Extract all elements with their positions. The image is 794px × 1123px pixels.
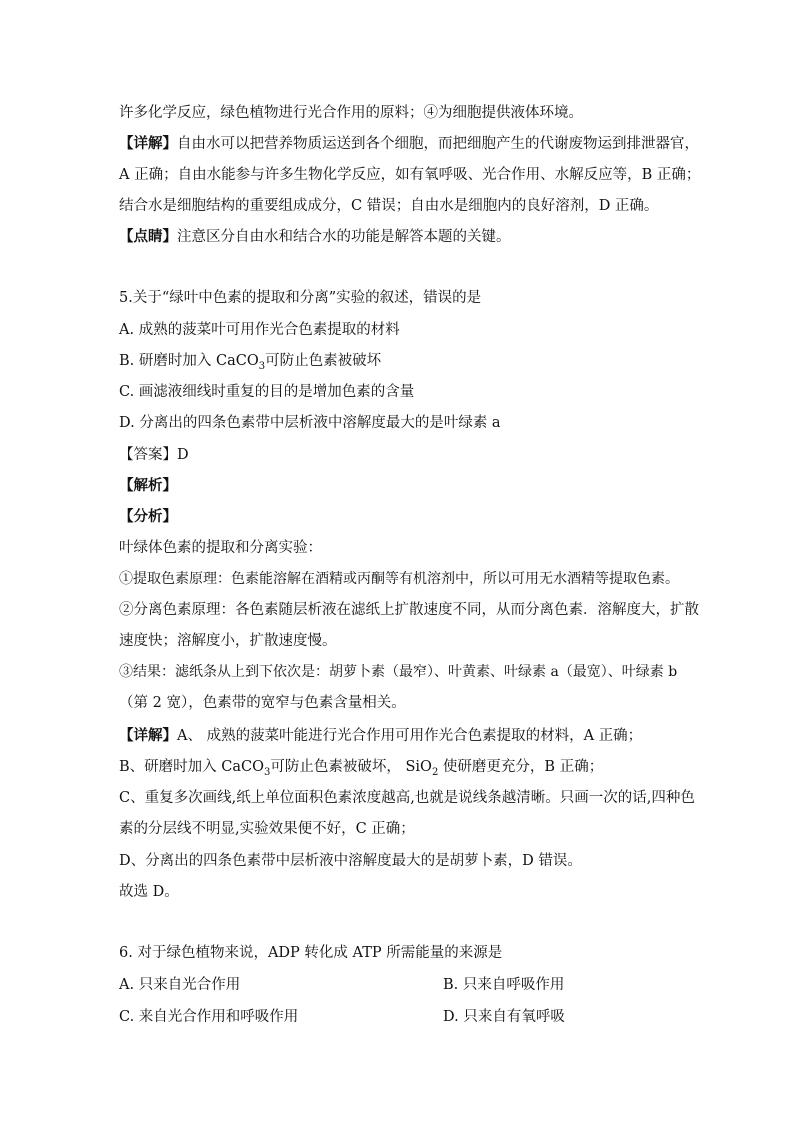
detail-tag: 【详解】	[119, 727, 177, 744]
q5-option-a: A. 成熟的菠菜叶可用作光合色素提取的材料	[119, 322, 400, 338]
detail-line: 【详解】自由水可以把营养物质运送到各个细胞，而把细胞产生的代谢废物运到排泄器官，	[119, 135, 699, 152]
text-line: 速度快；溶解度小，扩散速度慢。	[119, 633, 337, 649]
text-line: 许多化学反应，绿色植物进行光合作用的原料；④为细胞提供液体环境。	[119, 105, 583, 121]
text-line: B、研磨时加入 CaCO$_3$可防止色素被破坏， SiO$_2$ 使研磨更充分，B 正确；	[119, 759, 604, 778]
q5-option-d: D. 分离出的四条色素带中层析液中溶解度最大的是叶绿素 a	[119, 415, 501, 431]
fenxi-heading: 【分析】	[119, 508, 177, 525]
tip-line: 【点睛】注意区分自由水和结合水的功能是解答本题的关键。	[119, 228, 511, 245]
text-line: ②分离色素原理：各色素随层析液在滤纸上扩散速度不同，从而分离色素．溶解度大，扩散	[119, 602, 699, 618]
q5-option-b: B. 研磨时加入 CaCO$_3$可防止色素被破坏	[119, 353, 382, 372]
text-line: ③结果：滤纸条从上到下依次是：胡萝卜素（最窄）、叶黄素、叶绿素 a（最宽）、叶绿素 b	[119, 664, 678, 680]
text-line: 素的分层线不明显,实验效果便不好，C 正确；	[119, 821, 415, 837]
q6-option-a: A. 只来自光合作用	[119, 977, 241, 993]
text-line: A 正确；自由水能参与许多生物化学反应，如有氧呼吸、光合作用、水解反应等，B 正确；	[119, 167, 701, 183]
tip-tag: 【点睛】	[119, 228, 177, 245]
analysis-heading: 【解析】	[119, 477, 177, 494]
text-line: D、分离出的四条色素带中层析液中溶解度最大的是胡萝卜素，D 错误。	[119, 853, 582, 869]
q6-option-d: D. 只来自有氧呼吸	[443, 1009, 565, 1025]
text-line: 结合水是细胞结构的重要组成成分，C 错误；自由水是细胞内的良好溶剂，D 正确。	[119, 198, 659, 214]
text-line: 叶绿体色素的提取和分离实验：	[119, 540, 322, 556]
answer-line: 【答案】D	[119, 447, 189, 463]
text-line: C、重复多次画线,纸上单位面积色素浓度越高,也就是说线条越清晰。只画一次的话,四种色	[119, 790, 695, 806]
detail-line: 【详解】A、 成熟的菠菜叶能进行光合作用可用作光合色素提取的材料，A 正确；	[119, 727, 643, 744]
q6-option-c: C. 来自光合作用和呼吸作用	[119, 1009, 299, 1025]
question-5-stem: 5.关于“绿叶中色素的提取和分离”实验的叙述，错误的是	[119, 290, 482, 306]
question-6-stem: 6. 对于绿色植物来说，ADP 转化成 ATP 所需能量的来源是	[119, 945, 503, 961]
detail-tag: 【详解】	[119, 135, 177, 152]
q5-option-c: C. 画滤液细线时重复的目的是增加色素的含量	[119, 384, 415, 400]
text-line: （第 2 宽），色素带的宽窄与色素含量相关。	[119, 695, 406, 711]
q6-option-b: B. 只来自呼吸作用	[443, 977, 565, 993]
conclusion-line: 故选 D。	[119, 884, 179, 900]
text-line: ①提取色素原理：色素能溶解在酒精或丙酮等有机溶剂中，所以可用无水酒精等提取色素。	[119, 571, 679, 587]
